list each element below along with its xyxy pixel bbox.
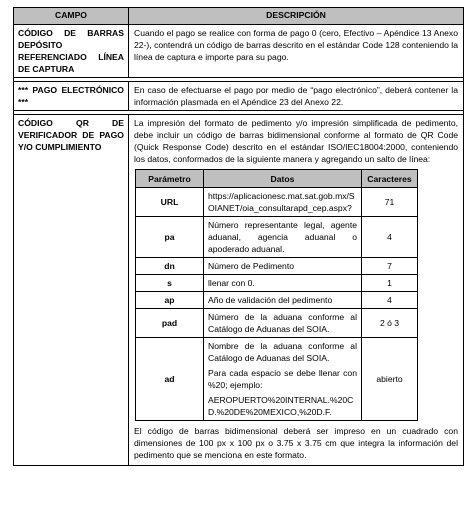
param-datos-text: Número de la aduana conforme al Catálogo de Aduanas del SOIA. [208,312,357,334]
table-row [14,115,464,466]
campo-codigo-barras: CÓDIGO DE BARRAS DEPÓSITO REFERENCIADO LÍNEA DE CAPTURA [14,25,129,78]
param-datos [204,258,362,275]
qr-header-datos: Datos [204,170,362,188]
param-caracteres: abierto [362,338,418,421]
param-caracteres: 71 [362,188,418,217]
param-datos-text: Número de Pedimento [208,261,294,271]
header-campo: CAMPO [14,8,129,25]
descripcion-codigo-barras: Cuando el pago se realice con forma de pago 0 (cero, Efectivo – Apéndice 13 Anexo 22-), contendrá un código de barras descrito en el estándar Code 128 conteniendo la línea de captura e importe para su pago. [129,25,464,78]
param-datos-text: https://aplicacionesc.mat.sat.gob.mx/SOIANET/oia_consultarapd_cep.aspx? [208,191,355,213]
param-datos [204,188,362,217]
descripcion-pago-electronico: En caso de efectuarse el pago por medio de “pago electrónico”, deberá contener la información plasmada en el Apéndice 23 del Anexo 22. [129,82,464,111]
qr-header-caracteres: Caracteres [362,170,418,188]
table-row [14,82,464,111]
table-row [136,275,418,292]
qr-size-note: El código de barras bidimensional deberá ser impreso en un cuadrado con dimensiones de 100 px x 100 px o 3.75 x 3.75 cm que integra la información del pedimento que se menciona en este formato. [134,426,458,460]
param-caracteres: 2 ó 3 [362,309,418,338]
table-row [136,292,418,309]
qr-parameters-table [135,169,418,421]
param-datos [204,338,362,421]
campo-descripcion-table [13,7,464,466]
param-caracteres: 4 [362,217,418,258]
param-name: pad [136,309,204,338]
param-datos-text: Nombre de la aduana conforme al Catálogo de Aduanas del SOIA. [208,341,357,363]
campo-codigo-qr: CÓDIGO QR DE VERIFICADOR DE PAGO Y/O CUMPLIMIENTO [14,115,129,466]
param-name: pa [136,217,204,258]
param-caracteres: 1 [362,275,418,292]
param-datos [204,275,362,292]
param-caracteres: 7 [362,258,418,275]
table-row [136,217,418,258]
header-row [14,8,464,25]
qr-header-parametro: Parámetro [136,170,204,188]
param-datos [204,309,362,338]
param-datos-text: llenar con 0. [208,278,255,288]
param-name: ad [136,338,204,421]
param-datos [204,292,362,309]
param-datos-text: Año de validación del pedimento [208,295,333,305]
table-row [136,258,418,275]
param-datos-text: Para cada espacio se debe llenar con %20; ejemplo: [208,368,357,390]
param-name: ap [136,292,204,309]
campo-pago-electronico: *** PAGO ELECTRÓNICO *** [14,82,129,111]
param-datos-example: AEROPUERTO%20INTERNAL.%20CD.%20DE%20MEXICO,%20D.F. [208,395,354,417]
param-name: s [136,275,204,292]
param-name: dn [136,258,204,275]
param-name: URL [136,188,204,217]
table-row [136,309,418,338]
qr-header-row [136,170,418,188]
param-caracteres: 4 [362,292,418,309]
param-datos [204,217,362,258]
descripcion-codigo-qr [129,115,464,466]
table-row [136,188,418,217]
table-row [14,25,464,78]
param-datos-text: Número representante legal, agente aduanal, agencia aduanal o apoderado aduanal. [208,220,357,254]
qr-intro-text: La impresión del formato de pedimento y/o impresión simplificada de pedimento, debe incluir un código de barras bidimensional conforme al formato de QR Code (Quick Response Code) descrito en el estándar ISO/IEC18004:2000, conteniendo los datos, conformados de la siguiente manera y agregando un salto de línea: [134,118,458,164]
header-descripcion: DESCRIPCIÓN [129,8,464,25]
table-row [136,338,418,421]
